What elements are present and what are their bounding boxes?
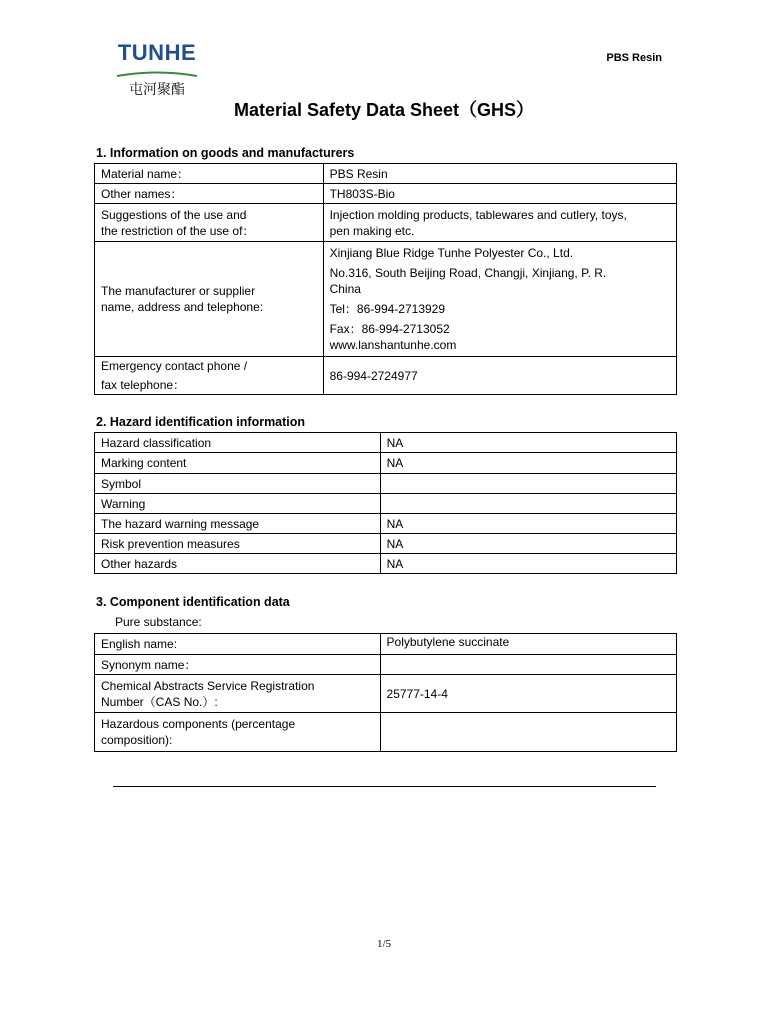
section3-subheading: Pure substance:	[115, 615, 202, 629]
logo-wordmark: TUNHE	[117, 40, 197, 65]
table-row	[95, 164, 677, 184]
cas-label	[95, 675, 381, 713]
emergency-label-line2: fax telephone：	[101, 378, 186, 392]
manufacturer-label-line2: name, address and telephone:	[101, 300, 264, 314]
section3-heading: 3. Component identification data	[96, 595, 290, 609]
header-product-name: PBS Resin	[606, 52, 662, 64]
footer-divider	[113, 786, 656, 787]
manufacturer-value	[323, 242, 676, 357]
use-restriction-value	[323, 204, 676, 242]
hazard-row-value: NA	[380, 514, 676, 534]
section1-table	[94, 163, 677, 395]
manufacturer-name: Xinjiang Blue Ridge Tunhe Polyester Co., Ltd.	[329, 246, 574, 260]
synonym-label: Synonym name：	[95, 655, 381, 675]
table-row	[95, 453, 677, 474]
material-name-value: PBS Resin	[323, 164, 676, 184]
table-row	[95, 554, 677, 574]
hazardous-label-line1: Hazardous components (percentage	[101, 717, 296, 731]
hazard-row-value: NA	[380, 554, 676, 574]
use-label-line2: the restriction of the use of：	[101, 223, 255, 238]
hazard-row-value: NA	[380, 433, 676, 453]
hazardous-components-value	[380, 713, 676, 752]
use-value-line2: pen making etc.	[329, 223, 415, 238]
manufacturer-label-line1: The manufacturer or supplier	[101, 284, 256, 298]
emergency-label	[95, 357, 324, 395]
use-restriction-label	[95, 204, 324, 242]
table-row	[95, 184, 677, 204]
section1-heading: 1. Information on goods and manufacturers	[96, 146, 355, 160]
table-row	[95, 713, 677, 752]
hazardous-label-line2: composition):	[101, 733, 173, 747]
company-logo	[114, 42, 200, 98]
cas-label-line1: Chemical Abstracts Service Registration	[101, 678, 315, 693]
manufacturer-tel: Tel：86-994-2713929	[329, 302, 446, 316]
hazard-row-label: Other hazards	[95, 554, 381, 574]
logo-swoosh-icon	[115, 71, 199, 77]
cas-value: 25777-14-4	[380, 675, 676, 713]
material-name-label: Material name：	[95, 164, 324, 184]
table-row	[95, 655, 677, 675]
english-name-value: Polybutylene succinate	[380, 634, 676, 655]
use-label-line1: Suggestions of the use and	[101, 207, 247, 222]
hazard-row-label: The hazard warning message	[95, 514, 381, 534]
hazard-row-value: NA	[380, 534, 676, 554]
hazard-row-value	[380, 494, 676, 514]
synonym-value	[380, 655, 676, 675]
hazard-row-value	[380, 474, 676, 494]
manufacturer-address-line2: China	[329, 282, 361, 296]
logo-chinese-text: 屯河聚酯	[129, 82, 185, 98]
hazard-row-value: NA	[380, 453, 676, 474]
emergency-value: 86-994-2724977	[323, 357, 676, 395]
table-row	[95, 675, 677, 713]
table-row	[95, 634, 677, 655]
hazard-row-label: Warning	[95, 494, 381, 514]
table-row	[95, 494, 677, 514]
table-row	[95, 534, 677, 554]
section2-table	[94, 432, 677, 574]
table-row	[95, 204, 677, 242]
use-value-line1: Injection molding products, tablewares and cutlery, toys,	[329, 207, 627, 222]
cas-label-line2: Number（CAS No.）:	[101, 694, 218, 709]
document-title: Material Safety Data Sheet（GHS）	[233, 100, 535, 120]
emergency-label-line1: Emergency contact phone /	[101, 359, 248, 373]
hazard-row-label: Symbol	[95, 474, 381, 494]
table-row	[95, 514, 677, 534]
other-names-value: TH803S-Bio	[323, 184, 676, 204]
hazard-row-label: Risk prevention measures	[95, 534, 381, 554]
other-names-label: Other names：	[95, 184, 324, 204]
hazard-row-label: Marking content	[95, 453, 381, 474]
table-row	[95, 433, 677, 453]
section2-heading: 2. Hazard identification information	[96, 415, 306, 429]
manufacturer-address-line1: No.316, South Beijing Road, Changji, Xinjiang, P. R.	[329, 266, 607, 280]
manufacturer-label	[95, 242, 324, 357]
page-number: 1/5	[376, 938, 392, 950]
english-name-label: English name:	[95, 634, 381, 655]
hazardous-components-label	[95, 713, 381, 752]
section3-table	[94, 633, 677, 752]
table-row	[95, 357, 677, 395]
table-row	[95, 242, 677, 357]
table-row	[95, 474, 677, 494]
manufacturer-website: www.lanshantunhe.com	[329, 338, 457, 352]
hazard-row-label: Hazard classification	[95, 433, 381, 453]
manufacturer-fax: Fax：86-994-2713052	[329, 322, 450, 336]
